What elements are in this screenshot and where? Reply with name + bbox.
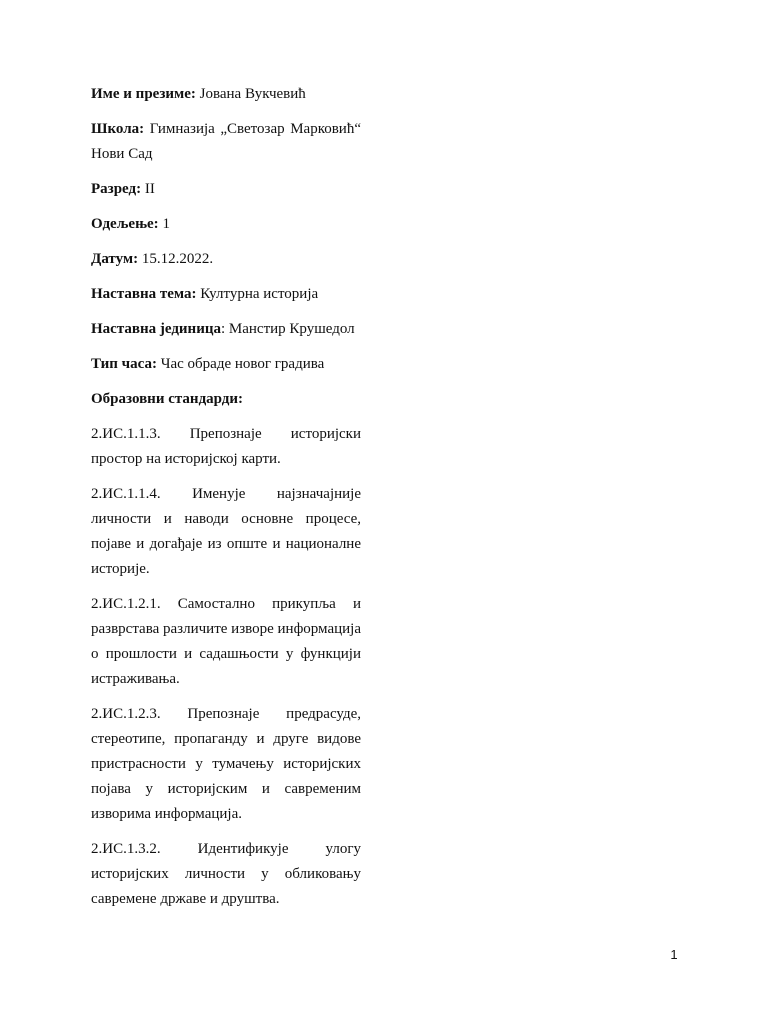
page-number: 1: [670, 947, 678, 962]
field-teaching-unit: [91, 317, 361, 342]
field-school-label: Школа:: [91, 121, 145, 137]
field-date-label: Датум:: [91, 251, 139, 267]
field-lesson-type-value: Час обраде новог градива: [156, 356, 325, 372]
field-name: [91, 82, 361, 107]
field-teaching-topic-value: Културна историја: [196, 286, 319, 302]
standards-heading: [91, 387, 361, 412]
field-grade-label: Разред:: [91, 181, 142, 197]
field-class-section: [91, 212, 361, 237]
standard-item: 2.ИС.1.2.3. Препознаје предрасуде, стереотипе, пропаганду и друге видове пристрасности у тумачењу историјских појава у историјским и савременим изворима информација.: [91, 706, 361, 822]
field-grade-value: II: [141, 181, 155, 197]
field-date-value: 15.12.2022.: [138, 251, 214, 267]
field-name-label: Име и презиме:: [91, 86, 196, 102]
field-grade: [91, 177, 361, 202]
field-school-value: Гимназија „Светозар Марковић“ Нови Сад: [91, 121, 361, 162]
field-teaching-topic: [91, 282, 361, 307]
field-lesson-type: [91, 352, 361, 377]
field-teaching-unit-label: Наставна јединица: [91, 321, 221, 337]
field-date: [91, 247, 361, 272]
field-lesson-type-label: Тип часа:: [91, 356, 157, 372]
lesson-plan-content: [91, 82, 361, 922]
standard-item: 2.ИС.1.1.4. Именује најзначајније личности и наводи основне процесе, појаве и догађаје из опште и националне историје.: [91, 486, 361, 577]
field-class-section-label: Одељење:: [91, 216, 159, 232]
field-class-section-value: 1: [158, 216, 170, 232]
standard-item: 2.ИС.1.3.2. Идентификује улогу историјских личности у обликовању савремене државе и друштва.: [91, 841, 361, 907]
field-school: [91, 117, 361, 167]
field-teaching-topic-label: Наставна тема:: [91, 286, 197, 302]
standard-item: 2.ИС.1.1.3. Препознаје историјски простор на историјској карти.: [91, 426, 361, 467]
standards-heading-text: Образовни стандарди:: [91, 391, 244, 407]
field-teaching-unit-value: : Манстир Крушедол: [220, 321, 355, 337]
field-name-value: Јована Вукчевић: [195, 86, 306, 102]
standard-item: 2.ИС.1.2.1. Самостално прикупља и разврстава различите изворе информација о прошлости и садашњости у функцији истраживања.: [91, 596, 361, 687]
